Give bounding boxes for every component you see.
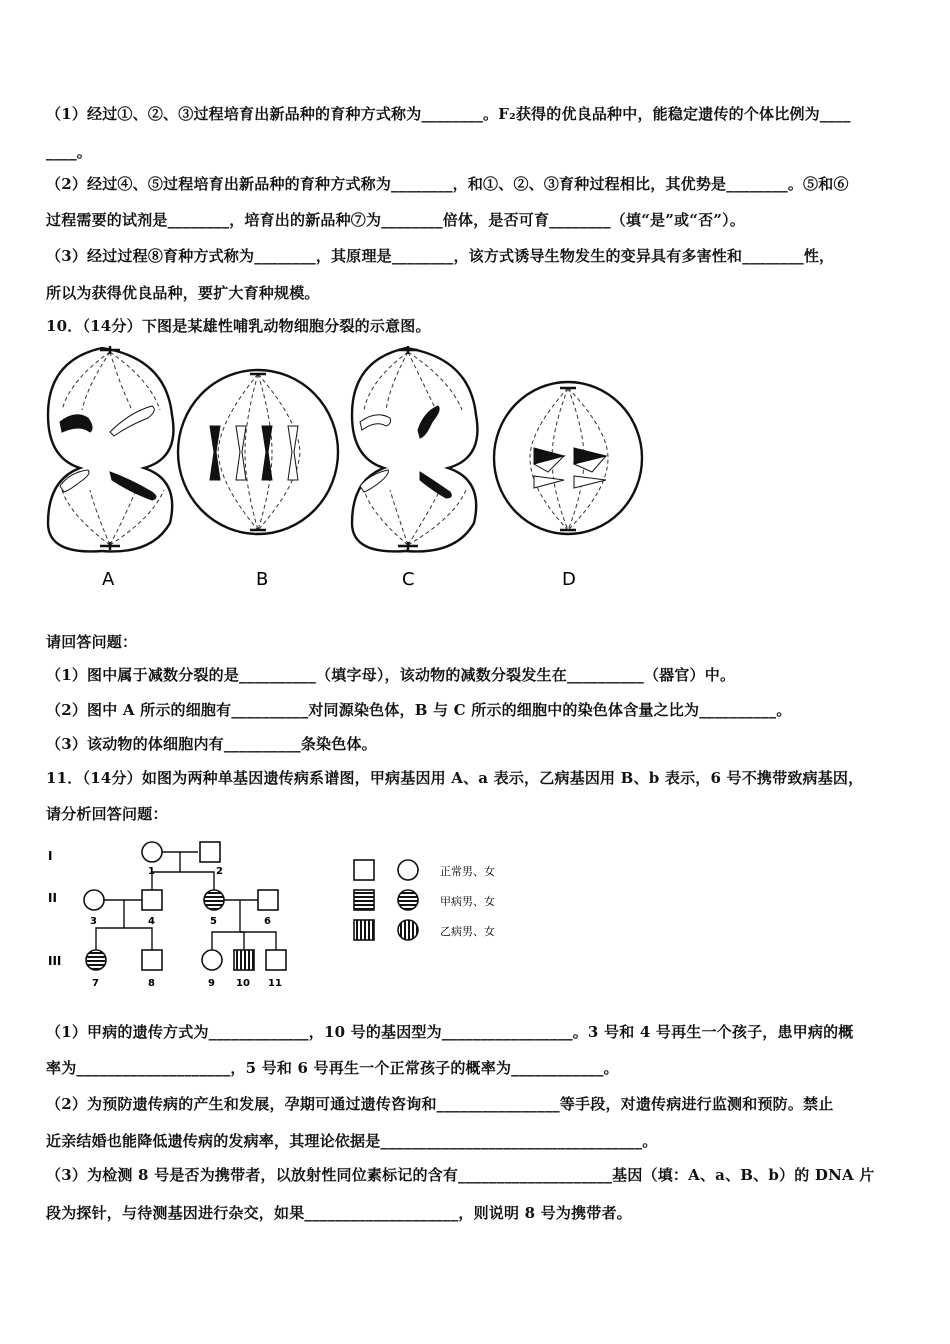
cell-b-outline bbox=[178, 370, 338, 534]
pedigree-10-male bbox=[234, 950, 254, 970]
generation-label-1: I bbox=[48, 849, 53, 863]
q9-line-2: ____。 bbox=[46, 143, 93, 161]
legend-jia-female bbox=[398, 890, 418, 910]
pedigree-2-male bbox=[200, 842, 220, 862]
legend-normal-label: 正常男、女 bbox=[440, 865, 495, 878]
q11-header: 11．（14分）如图为两种单基因遗传病系谱图，甲病基因用 A、a 表示，乙病基因用 B、b 表示，6 号不携带致病基因， bbox=[46, 769, 864, 787]
pedigree-number-6: 6 bbox=[264, 916, 271, 927]
pedigree-5-female bbox=[204, 890, 224, 910]
pedigree-number-10: 10 bbox=[236, 978, 250, 989]
pedigree-number-7: 7 bbox=[92, 978, 99, 989]
q10-line-1: （1）图中属于减数分裂的是__________（填字母），该动物的减数分裂发生在__________（器官）中。 bbox=[46, 666, 736, 684]
pedigree-9-female bbox=[202, 950, 222, 970]
pedigree-11-male bbox=[266, 950, 286, 970]
pedigree-7-female bbox=[86, 950, 106, 970]
legend-normal-male bbox=[354, 860, 374, 880]
legend-yi-female bbox=[398, 920, 418, 940]
pedigree-number-8: 8 bbox=[148, 978, 155, 989]
generation-label-3: III bbox=[48, 954, 62, 968]
pedigree-8-male bbox=[142, 950, 162, 970]
legend-yi-label: 乙病男、女 bbox=[440, 925, 495, 938]
q11-line-1: （1）甲病的遗传方式为_____________，10 号的基因型为_________________。3 号和 4 号再生一个孩子，患甲病的概 bbox=[46, 1023, 854, 1041]
pedigree-number-5: 5 bbox=[210, 916, 217, 927]
q10-line-2: （2）图中 A 所示的细胞有__________对同源染色体，B 与 C 所示的细胞中的染色体含量之比为__________。 bbox=[46, 701, 792, 719]
generation-label-2: II bbox=[48, 891, 57, 905]
cell-a-outline bbox=[48, 348, 173, 551]
pedigree-number-2: 2 bbox=[216, 866, 223, 877]
pedigree-number-9: 9 bbox=[208, 978, 215, 989]
cell-c-outline bbox=[352, 348, 477, 551]
legend-normal-female bbox=[398, 860, 418, 880]
q11-line-6: 段为探针，与待测基因进行杂交，如果____________________，则说明 8 号为携带者。 bbox=[46, 1204, 632, 1222]
pedigree-chart bbox=[40, 832, 530, 1000]
q9-line-6: 所以为获得优良品种，要扩大育种规模。 bbox=[46, 284, 320, 302]
q9-line-1: （1）经过①、②、③过程培育出新品种的育种方式称为________。F₂获得的优良品种中，能稳定遗传的个体比例为____ bbox=[46, 105, 851, 123]
pedigree-1-female bbox=[142, 842, 162, 862]
pedigree-number-3: 3 bbox=[90, 916, 97, 927]
cell-label-a: A bbox=[102, 569, 115, 590]
pedigree-number-11: 11 bbox=[268, 978, 282, 989]
pedigree-3-female bbox=[84, 890, 104, 910]
pedigree-number-1: 1 bbox=[148, 866, 155, 877]
q11-line-4: 近亲结婚也能降低遗传病的发病率，其理论依据是__________________________________。 bbox=[46, 1132, 658, 1150]
q11-line-3: （2）为预防遗传病的产生和发展，孕期可通过遗传咨询和________________等手段，对遗传病进行监测和预防。禁止 bbox=[46, 1095, 834, 1113]
pedigree-6-male bbox=[258, 890, 278, 910]
cell-label-d: D bbox=[562, 569, 576, 590]
q9-line-3: （2）经过④、⑤过程培育出新品种的育种方式称为________，和①、②、③育种过程相比，其优势是________。⑤和⑥ bbox=[46, 175, 849, 193]
legend-yi-male bbox=[354, 920, 374, 940]
q10-prompt: 请回答问题： bbox=[46, 633, 138, 651]
q11-header-2: 请分析回答问题： bbox=[46, 805, 168, 823]
q11-line-2: 率为____________________，5 号和 6 号再生一个正常孩子的概率为____________。 bbox=[46, 1059, 619, 1077]
q11-line-5: （3）为检测 8 号是否为携带者，以放射性同位素标记的含有____________________基因（填：A、a、B、b）的 DNA 片 bbox=[46, 1166, 875, 1184]
q10-line-3: （3）该动物的体细胞内有__________条染色体。 bbox=[46, 735, 377, 753]
pedigree-number-4: 4 bbox=[148, 916, 155, 927]
legend-jia-label: 甲病男、女 bbox=[440, 895, 495, 908]
legend-jia-male bbox=[354, 890, 374, 910]
q9-line-5: （3）经过过程⑧育种方式称为________，其原理是________，该方式诱导生物发生的变异具有多害性和________性， bbox=[46, 247, 835, 265]
q9-line-4: 过程需要的试剂是________，培育出的新品种⑦为________倍体，是否可育________（填“是”或“否”）。 bbox=[46, 211, 746, 229]
pedigree-4-male bbox=[142, 890, 162, 910]
cell-label-b: B bbox=[256, 569, 269, 590]
cell-division-diagram bbox=[40, 340, 660, 600]
cell-d-outline bbox=[494, 382, 642, 534]
cell-label-c: C bbox=[402, 569, 415, 590]
q10-header: 10．（14分）下图是某雄性哺乳动物细胞分裂的示意图。 bbox=[46, 317, 431, 335]
